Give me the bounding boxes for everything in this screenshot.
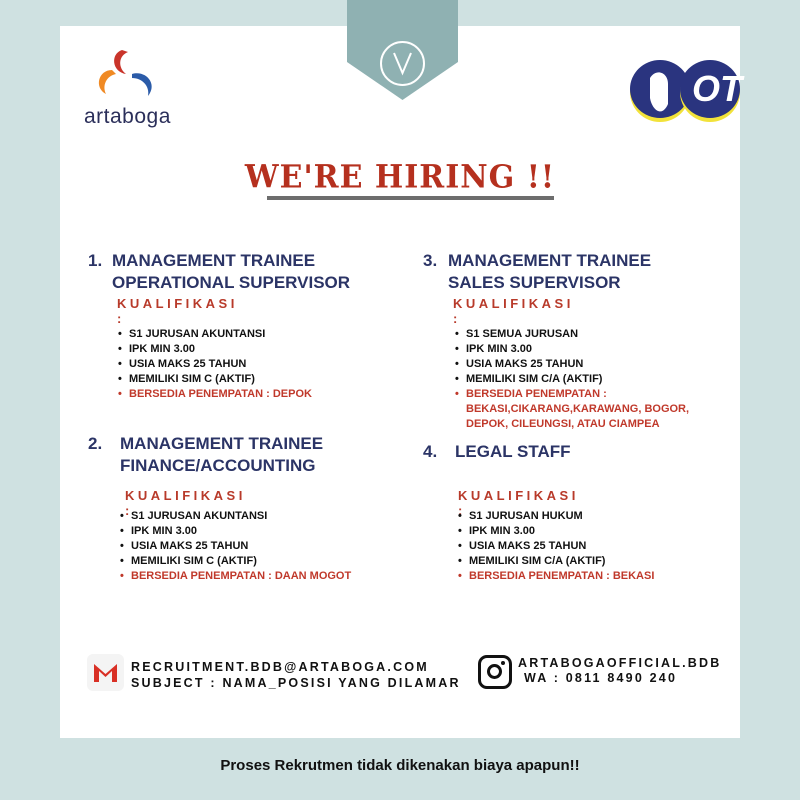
artaboga-logo [82,44,172,129]
contact-whatsapp: WA : 0811 8490 240 [524,671,678,685]
requirement-item: • USIA MAKS 25 TAHUN [458,539,654,554]
footer-note: Proses Rekrutmen tidak dikenakan biaya apapun!! [220,757,580,774]
ot-logo [628,58,748,129]
requirement-item: • MEMILIKI SIM C (AKTIF) [120,554,351,569]
requirement-item: • S1 SEMUA JURUSAN [455,327,689,342]
job-title-line1: MANAGEMENT TRAINEE [120,434,324,453]
job-title-line2: OPERATIONAL SUPERVISOR [112,273,351,292]
instagram-icon [478,655,512,689]
headline: WE'RE HIRING !! [244,159,556,196]
job-number: 4. [423,442,438,461]
qualification-label: KUALIFIKASI : [453,296,574,326]
placement-item: • BERSEDIA PENEMPATAN : [455,387,689,402]
requirement-item: • MEMILIKI SIM C/A (AKTIF) [458,554,654,569]
placement-item: BEKASI,CIKARANG,KARAWANG, BOGOR, [466,403,690,415]
requirement-item: • USIA MAKS 25 TAHUN [120,539,351,554]
requirements-list [120,509,351,584]
job-title-line1: LEGAL STAFF [455,442,571,461]
requirement-item: • IPK MIN 3.00 [455,342,689,357]
placement-item: DEPOK, CILEUNGSI, ATAU CIAMPEA [466,418,660,430]
job-title-line2: FINANCE/ACCOUNTING [120,456,316,475]
qualification-label: KUALIFIKASI : [125,488,246,518]
placement-item: • BERSEDIA PENEMPATAN : BEKASI [458,569,654,584]
requirement-item: • MEMILIKI SIM C/A (AKTIF) [455,372,689,387]
requirements-list [118,327,312,402]
contact-email[interactable]: RECRUITMENT.BDB@ARTABOGA.COM [131,660,429,674]
contact-instagram[interactable]: ARTABOGAOFFICIAL.BDB [518,656,722,670]
placement-item: • BERSEDIA PENEMPATAN : DAAN MOGOT [120,569,351,584]
requirement-item: • USIA MAKS 25 TAHUN [118,357,312,372]
job-title-line1: MANAGEMENT TRAINEE [448,251,652,270]
requirement-item: • IPK MIN 3.00 [458,524,654,539]
requirement-item: • IPK MIN 3.00 [120,524,351,539]
qualification-label: KUALIFIKASI : [117,296,238,326]
headline-underline [267,196,554,200]
job-number: 1. [88,251,103,270]
placement-item: • BERSEDIA PENEMPATAN : DEPOK [118,387,312,402]
requirement-item: • S1 JURUSAN AKUNTANSI [118,327,312,342]
ot-logo-text: OT [692,68,742,109]
artaboga-logo-text: artaboga [84,105,171,128]
requirement-item: • S1 JURUSAN AKUNTANSI [120,509,351,524]
requirements-list [458,509,654,584]
v-logo-icon [380,41,425,86]
contact-subject: SUBJECT : NAMA_POSISI YANG DILAMAR [131,676,461,690]
requirement-item: • USIA MAKS 25 TAHUN [455,357,689,372]
job-number: 2. [88,434,103,453]
requirements-list [455,327,689,432]
qualification-label: KUALIFIKASI : [458,488,579,518]
requirement-item: • S1 JURUSAN HUKUM [458,509,654,524]
gmail-icon [87,654,124,691]
job-title-line2: SALES SUPERVISOR [448,273,621,292]
requirement-item: • MEMILIKI SIM C (AKTIF) [118,372,312,387]
job-number: 3. [423,251,438,270]
job-title-line1: MANAGEMENT TRAINEE [112,251,316,270]
requirement-item: • IPK MIN 3.00 [118,342,312,357]
